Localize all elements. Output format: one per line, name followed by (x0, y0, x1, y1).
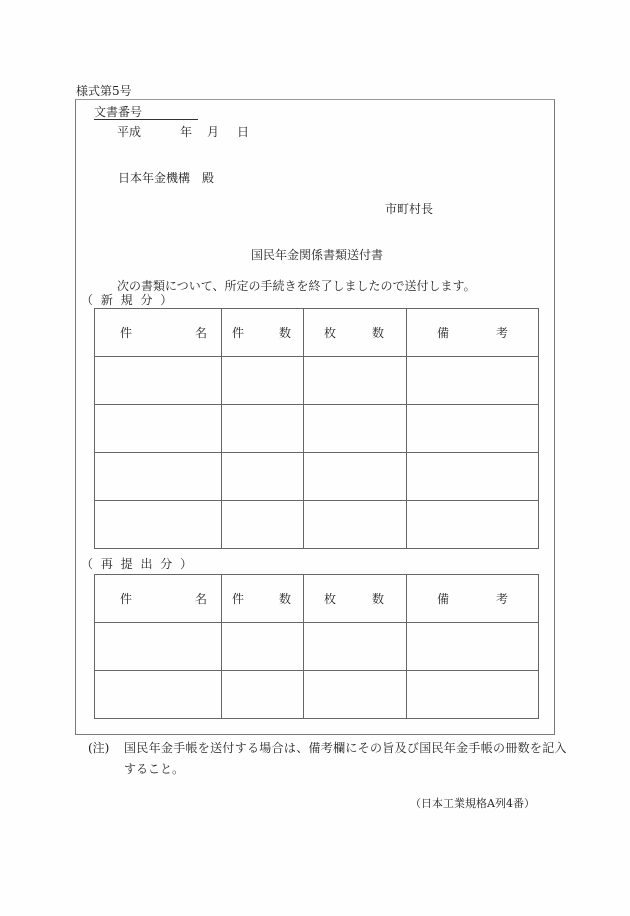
cell-remarks[interactable] (407, 623, 539, 671)
body-text: 次の書類について、所定の手続きを終了しましたので送付します。 (117, 279, 476, 293)
cell-item-name[interactable] (95, 405, 222, 453)
header-item-name: 件 名 (95, 575, 222, 623)
header-item-count: 件 数 (222, 309, 304, 357)
cell-sheet-count[interactable] (304, 357, 407, 405)
header-item-count: 件 数 (222, 575, 304, 623)
cell-item-count[interactable] (222, 501, 304, 549)
cell-item-name[interactable] (95, 501, 222, 549)
header-remarks: 備 考 (407, 309, 539, 357)
table-row (95, 453, 539, 501)
cell-sheet-count[interactable] (304, 453, 407, 501)
table-header-row (95, 575, 539, 623)
table-header-row (95, 309, 539, 357)
cell-item-name[interactable] (95, 357, 222, 405)
document-title: 国民年金関係書類送付書 (251, 248, 384, 262)
table-row (95, 671, 539, 719)
recipient: 日本年金機構 殿 (118, 171, 215, 185)
cell-item-name[interactable] (95, 671, 222, 719)
table-row (95, 501, 539, 549)
section-label-new: （ 新 規 分 ） (81, 293, 175, 307)
header-sheet-count: 枚 数 (304, 575, 407, 623)
document-number-label: 文書番号 (94, 105, 143, 119)
date-era: 平成 (117, 125, 142, 139)
cell-remarks[interactable] (407, 357, 539, 405)
document-number-field[interactable] (94, 105, 198, 120)
cell-sheet-count[interactable] (304, 623, 407, 671)
table-row (95, 357, 539, 405)
cell-item-count[interactable] (222, 623, 304, 671)
date-year: 年 (180, 125, 193, 139)
cell-sheet-count[interactable] (304, 501, 407, 549)
resubmissions-table (94, 574, 539, 719)
cell-sheet-count[interactable] (304, 671, 407, 719)
note-line-2: すること。 (124, 762, 185, 776)
date-month: 月 (207, 125, 220, 139)
cell-item-count[interactable] (222, 405, 304, 453)
cell-item-count[interactable] (222, 671, 304, 719)
cell-remarks[interactable] (407, 405, 539, 453)
cell-item-count[interactable] (222, 357, 304, 405)
table-row (95, 405, 539, 453)
new-submissions-table (94, 308, 539, 549)
header-remarks: 備 考 (407, 575, 539, 623)
header-sheet-count: 枚 数 (304, 309, 407, 357)
paper-size-note: （日本工業規格A列4番） (410, 797, 535, 810)
note-line-1: 国民年金手帳を送付する場合は、備考欄にその旨及び国民年金手帳の冊数を記入 (124, 741, 567, 755)
cell-sheet-count[interactable] (304, 405, 407, 453)
cell-remarks[interactable] (407, 501, 539, 549)
table-row (95, 623, 539, 671)
cell-item-name[interactable] (95, 453, 222, 501)
cell-remarks[interactable] (407, 453, 539, 501)
sender: 市町村長 (385, 202, 434, 216)
header-item-name: 件 名 (95, 309, 222, 357)
cell-item-count[interactable] (222, 453, 304, 501)
cell-item-name[interactable] (95, 623, 222, 671)
section-label-resubmission: （ 再 提 出 分 ） (81, 557, 195, 571)
note-label: (注) (88, 741, 110, 755)
cell-remarks[interactable] (407, 671, 539, 719)
date-day: 日 (237, 125, 250, 139)
form-id: 様式第5号 (76, 84, 132, 98)
